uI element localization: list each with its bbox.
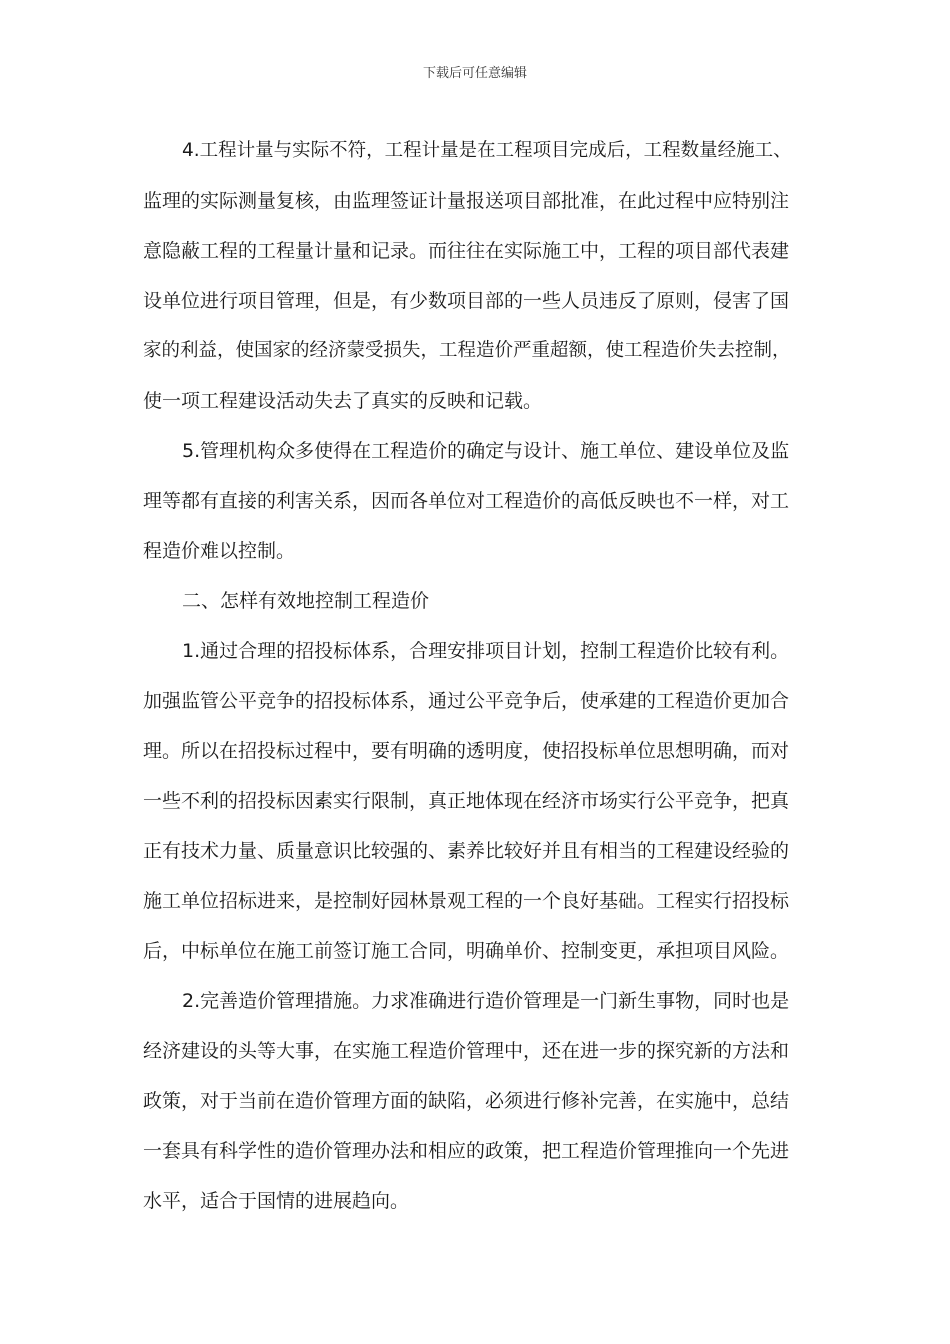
paragraph-first-line: 5.管理机构众多使得在工程造价的确定与设计、施工单位、建设单位及监: [182, 440, 790, 462]
paragraph-line: 使一项工程建设活动失去了真实的反映和记载。: [143, 390, 543, 412]
body-text: [143, 126, 799, 1226]
paragraph-line: 理。所以在招投标过程中，要有明确的透明度，使招投标单位思想明确，而对: [143, 740, 790, 762]
paragraph-line: 理等都有直接的利害关系，因而各单位对工程造价的高低反映也不一样，对工: [143, 490, 790, 512]
paragraph-line: 正有技术力量、质量意识比较强的、素养比较好并且有相当的工程建设经验的: [143, 840, 790, 862]
paragraph-first-line: 4.工程计量与实际不符，工程计量是在工程项目完成后，工程数量经施工、: [182, 140, 792, 161]
paragraph-line: 加强监管公平竞争的招投标体系，通过公平竞争后，使承建的工程造价更加合: [143, 690, 790, 712]
paragraph-first-line: 1.通过合理的招投标体系，合理安排项目计划，控制工程造价比较有利。: [182, 640, 790, 662]
paragraph-line: 监理的实际测量复核，由监理签证计量报送项目部批准，在此过程中应特别注: [143, 190, 790, 212]
paragraph-line: 一套具有科学性的造价管理办法和相应的政策，把工程造价管理推向一个先进: [143, 1140, 790, 1162]
paragraph-line: 程造价难以控制。: [143, 540, 296, 562]
paragraph-line: 家的利益，使国家的经济蒙受损失，工程造价严重超额，使工程造价失去控制，: [143, 340, 791, 361]
paragraph-line: 水平，适合于国情的进展趋向。: [143, 1190, 410, 1212]
paragraph-line: 施工单位招标进来，是控制好园林景观工程的一个良好基础。工程实行招投标: [143, 890, 790, 912]
paragraph-first-line: 2.完善造价管理措施。力求准确进行造价管理是一门新生事物，同时也是: [182, 990, 790, 1012]
page-header: 下载后可任意编辑: [422, 66, 527, 81]
paragraph-line: 意隐蔽工程的工程量计量和记录。而往往在实际施工中，工程的项目部代表建: [143, 240, 790, 262]
paragraph-line: 后，中标单位在施工前签订施工合同，明确单价、控制变更，承担项目风险。: [143, 940, 790, 962]
paragraph-first-line: 二、怎样有效地控制工程造价: [182, 590, 430, 612]
paragraph-line: 设单位进行项目管理，但是，有少数项目部的一些人员违反了原则，侵害了国: [143, 290, 790, 312]
paragraph-line: 政策，对于当前在造价管理方面的缺陷，必须进行修补完善，在实施中，总结: [143, 1090, 790, 1112]
paragraph-line: 一些不利的招投标因素实行限制，真正地体现在经济市场实行公平竞争，把真: [143, 790, 790, 812]
paragraph-line: 经济建设的头等大事，在实施工程造价管理中，还在进一步的探究新的方法和: [143, 1040, 790, 1062]
